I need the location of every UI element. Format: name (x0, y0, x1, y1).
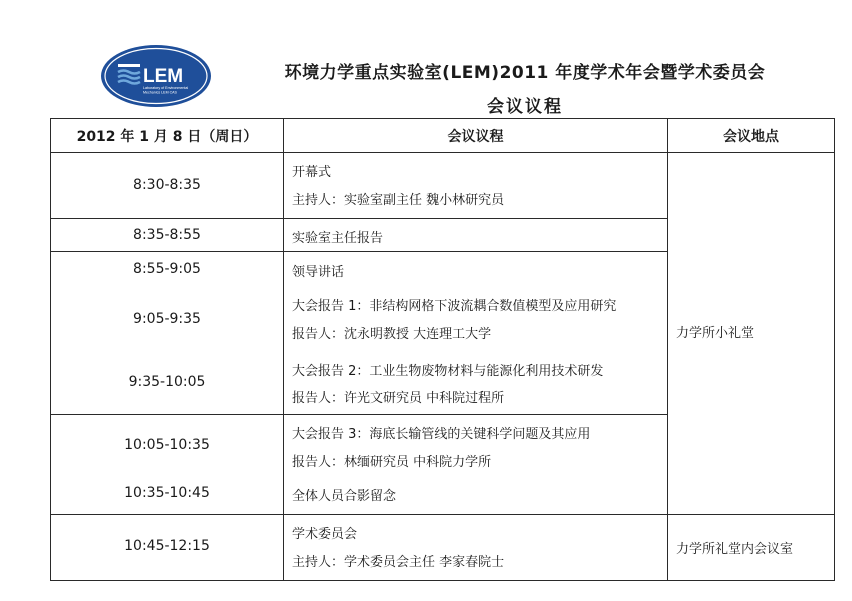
header-place: 会议地点 (668, 119, 835, 153)
agenda-item: 学术委员会 (292, 527, 358, 542)
agenda-item: 大会报告 2：工业生物废物材料与能源化利用技术研发 (292, 364, 604, 379)
agenda-cell (284, 153, 668, 219)
time-cell (51, 515, 284, 581)
agenda-item: 报告人：许光文研究员 中科院过程所 (292, 391, 505, 406)
document-subtitle: 会议议程 (487, 97, 563, 117)
time-cell (51, 252, 284, 415)
agenda-item: 领导讲话 (292, 265, 345, 280)
header-date: 2012 年 1 月 8 日（周日） (51, 119, 284, 153)
agenda-item: 实验室主任报告 (292, 231, 384, 246)
place-value: 力学所礼堂内会议室 (676, 542, 794, 557)
logo-subtitle-1: Laboratory of Environmental (143, 86, 189, 90)
time-value: 9:05-9:35 (133, 311, 201, 327)
time-value: 10:35-10:45 (124, 485, 210, 501)
time-value: 10:45-12:15 (124, 538, 210, 554)
time-cell (51, 219, 284, 252)
time-value: 10:05-10:35 (124, 437, 210, 453)
time-cell (51, 153, 284, 219)
logo-text: LEM (143, 66, 184, 87)
agenda-item: 开幕式 (292, 165, 332, 180)
time-value: 8:55-9:05 (133, 261, 201, 277)
agenda-cell (284, 219, 668, 252)
table-row (51, 153, 835, 219)
agenda-table (50, 118, 835, 581)
logo-subtitle-2: Mechanics LEM CAS (143, 90, 177, 95)
place-cell (668, 153, 835, 515)
agenda-item: 主持人：实验室副主任 魏小林研究员 (292, 193, 505, 208)
agenda-cell (284, 515, 668, 581)
agenda-item: 全体人员合影留念 (292, 489, 397, 504)
agenda-item: 大会报告 1：非结构网格下波流耦合数值模型及应用研究 (292, 299, 617, 314)
agenda-cell (284, 415, 668, 515)
header-agenda: 会议议程 (284, 119, 668, 153)
place-value: 力学所小礼堂 (676, 326, 755, 341)
time-value: 9:35-10:05 (128, 374, 206, 390)
table-row (51, 515, 835, 581)
lem-logo (100, 44, 212, 108)
agenda-item: 报告人：沈永明教授 大连理工大学 (292, 327, 492, 342)
time-value: 8:30-8:35 (133, 177, 201, 193)
document-title: 环境力学重点实验室(LEM)2011 年度学术年会暨学术委员会 (284, 63, 766, 83)
agenda-item: 报告人：林缅研究员 中科院力学所 (292, 455, 492, 470)
agenda-cell (284, 252, 668, 415)
agenda-item: 大会报告 3：海底长输管线的关键科学问题及其应用 (292, 427, 591, 442)
table-header-row (51, 119, 835, 153)
agenda-item: 主持人：学术委员会主任 李家春院士 (292, 555, 505, 570)
time-value: 8:35-8:55 (133, 227, 201, 243)
place-cell (668, 515, 835, 581)
time-cell (51, 415, 284, 515)
